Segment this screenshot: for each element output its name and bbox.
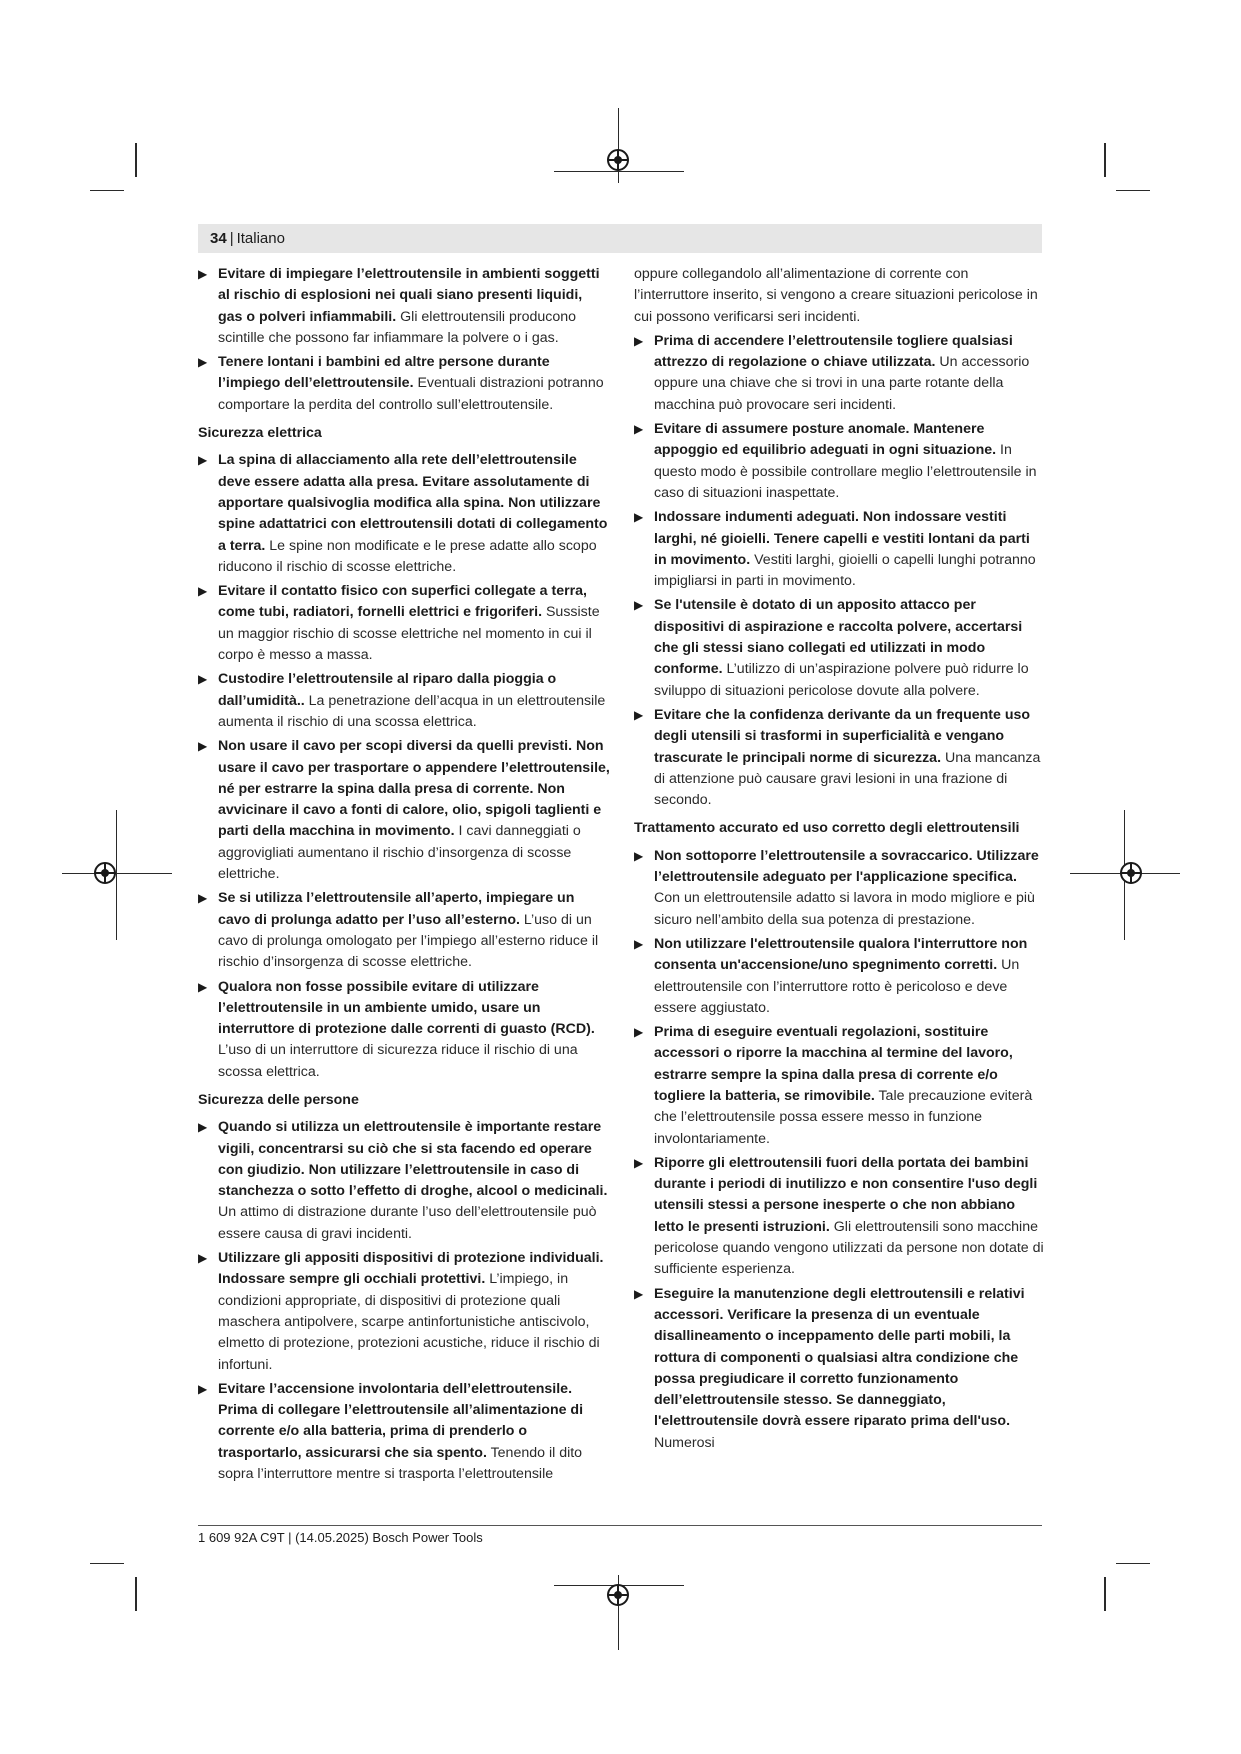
crop-mark bbox=[1104, 143, 1106, 177]
safety-explanation: I cavi danneggiati o aggrovigliati aumentano il rischio d’insorgenza di scosse elettriche. bbox=[218, 823, 581, 883]
continued-paragraph: oppure collegandolo all’alimentazione di corrente con l’interruttore inserito, si vengono a creare situazioni pericolose in cui possono verificarsi seri incidenti. bbox=[634, 266, 1038, 325]
bullet-arrow-icon: ▶ bbox=[634, 1025, 644, 1040]
bullet-arrow-icon: ▶ bbox=[634, 1155, 644, 1170]
section-heading: Trattamento accurato ed uso corretto degli elettroutensili bbox=[634, 820, 1020, 837]
safety-item bbox=[198, 888, 610, 973]
safety-explanation: Gli elettroutensili producono scintille che possono far infiammare la polvere o i gas. bbox=[218, 308, 577, 346]
safety-instruction: Utilizzare gli appositi dispositivi di protezione individuali. Indossare sempre gli occhiali protettivi. bbox=[218, 1250, 604, 1288]
safety-explanation: Le spine non modificate e le prese adatte allo scopo riducono il rischio di scosse elettriche. bbox=[218, 537, 597, 575]
safety-explanation: Sussiste un maggior rischio di scosse elettriche nel momento in cui il corpo è messo a massa. bbox=[218, 604, 600, 664]
safety-instruction: Evitare l’accensione involontaria dell’elettroutensile. Prima di collegare l’elettroutensile all’alimentazione di corrente e/o alla batteria, prima di prenderlo o trasportarlo, assicurarsi che sia spento. bbox=[218, 1380, 584, 1461]
registration-line bbox=[554, 171, 684, 172]
bullet-arrow-icon: ▶ bbox=[634, 510, 644, 525]
safety-instruction: Non usare il cavo per scopi diversi da quelli previsti. Non usare il cavo per trasportare o appendere l’elettroutensile, né per estrarre la spina dalla presa di corrente. Non avvicinare il cavo a fonti di calore, olio, spigoli taglienti e parti della macchina in movimento. bbox=[218, 738, 610, 840]
safety-item bbox=[634, 1153, 1046, 1281]
safety-item bbox=[634, 705, 1046, 811]
safety-explanation: Vestiti larghi, gioielli o capelli lunghi potranno impigliarsi in parti in movimento. bbox=[654, 551, 1036, 590]
safety-item bbox=[198, 450, 610, 578]
bullet-arrow-icon: ▶ bbox=[634, 1286, 644, 1301]
safety-instruction: Evitare di impiegare l’elettroutensile in ambienti soggetti al rischio di esplosioni nei quali siano presenti liquidi, gas o polveri infiammabili. bbox=[218, 266, 600, 325]
page-header bbox=[198, 224, 1042, 253]
safety-instruction: Eseguire la manutenzione degli elettroutensili e relativi accessori. Verificare la presenza di un eventuale disallineamento o inceppamento delle parti mobili, la rottura di componenti o qualsiasi altra condizione che possa pregiudicare il corretto funzionamento dell’elettroutensile stesso. Se danneggiato, l'elettroutensile dovrà essere riparato prima dell'uso. bbox=[654, 1285, 1025, 1430]
right-column bbox=[634, 264, 1046, 1457]
bullet-arrow-icon: ▶ bbox=[198, 1381, 208, 1396]
bullet-arrow-icon: ▶ bbox=[198, 891, 208, 906]
safety-explanation: Un attimo di distrazione durante l’uso dell’elettroutensile può essere causa di gravi incidenti. bbox=[218, 1204, 597, 1242]
safety-item bbox=[198, 669, 610, 733]
safety-item bbox=[634, 595, 1046, 701]
registration-target-icon bbox=[607, 149, 629, 171]
safety-item bbox=[634, 331, 1046, 416]
crop-mark bbox=[135, 1577, 137, 1611]
safety-instruction: Evitare di assumere posture anomale. Mantenere appoggio ed equilibrio adeguati in ogni situazione. bbox=[654, 421, 997, 459]
bullet-arrow-icon: ▶ bbox=[198, 355, 208, 370]
safety-instruction: Quando si utilizza un elettroutensile è importante restare vigili, concentrarsi su ciò che si sta facendo ed operare con giudizio. Non utilizzare l’elettroutensile in caso di stanchezza o sotto l’effetto di droghe, alcool o medicinali. bbox=[218, 1119, 608, 1200]
safety-explanation: L’uso di un interruttore di sicurezza riduce il rischio di una scossa elettrica. bbox=[218, 1042, 578, 1080]
header-separator: | bbox=[229, 230, 234, 247]
safety-instruction: Evitare il contatto fisico con superfici collegate a terra, come tubi, radiatori, fornelli elettrici e frigoriferi. bbox=[218, 583, 587, 621]
safety-item bbox=[198, 977, 610, 1083]
safety-explanation: Numerosi bbox=[654, 1434, 715, 1451]
safety-explanation: Tale precauzione eviterà che l’elettroutensile possa essere messo in funzione involontariamente. bbox=[654, 1087, 1033, 1147]
safety-instruction: Evitare che la confidenza derivante da un frequente uso degli utensili si trasformi in superficialità e vengano trascurate le principali norme di sicurezza. bbox=[654, 706, 1031, 766]
safety-explanation: Una mancanza di attenzione può causare gravi lesioni in una frazione di secondo. bbox=[654, 749, 1041, 809]
crop-mark bbox=[90, 1563, 124, 1564]
crop-mark bbox=[1116, 190, 1150, 191]
safety-instruction: Prima di accendere l’elettroutensile togliere qualsiasi attrezzo di regolazione o chiave utilizzata. bbox=[654, 332, 1013, 371]
safety-instruction: La spina di allacciamento alla rete dell’elettroutensile deve essere adatta alla presa. Evitare assolutamente di apportare qualsivoglia modifica alla spina. Non utilizzare spine adattatrici con elettroutensili dotati di collegamento a terra. bbox=[218, 452, 608, 554]
safety-item bbox=[198, 1379, 610, 1485]
header-language: Italiano bbox=[236, 230, 285, 247]
safety-item bbox=[198, 1117, 610, 1245]
bullet-arrow-icon: ▶ bbox=[634, 333, 644, 348]
footer-divider bbox=[198, 1525, 1042, 1526]
safety-explanation: Tenendo il dito sopra l’interruttore mentre si trasporta l’elettroutensile bbox=[218, 1444, 583, 1483]
safety-explanation: L’impiego, in condizioni appropriate, di dispositivi di protezione quali maschera antipolvere, scarpe antinfortunistiche antiscivolo, elmetto di protezione, protezioni acustiche, riduce il rischio di infortuni. bbox=[218, 1271, 600, 1373]
safety-instruction: Se si utilizza l’elettroutensile all’aperto, impiegare un cavo di prolunga adatto per l’uso all’esterno. bbox=[218, 890, 575, 928]
registration-line bbox=[62, 873, 172, 874]
bullet-arrow-icon: ▶ bbox=[198, 453, 208, 468]
safety-explanation: La penetrazione dell’acqua in un elettroutensile aumenta il rischio di una scossa elettrica. bbox=[218, 692, 606, 730]
safety-item bbox=[198, 736, 610, 885]
safety-item bbox=[198, 581, 610, 666]
safety-explanation: L’utilizzo di un’aspirazione polvere può ridurre lo sviluppo di situazioni pericolose dovute alla polvere. bbox=[654, 661, 1029, 699]
bullet-arrow-icon: ▶ bbox=[198, 1251, 208, 1266]
safety-item bbox=[634, 1284, 1046, 1454]
safety-explanation: Eventuali distrazioni potranno comportare la perdita del controllo sull’elettroutensile. bbox=[218, 375, 604, 413]
bullet-arrow-icon: ▶ bbox=[198, 979, 208, 994]
safety-instruction: Tenere lontani i bambini ed altre persone durante l’impiego dell’elettroutensile. bbox=[218, 354, 550, 392]
crop-mark bbox=[90, 190, 124, 191]
registration-target-icon bbox=[1120, 862, 1142, 884]
safety-item bbox=[634, 846, 1046, 931]
safety-instruction: Non sottoporre l’elettroutensile a sovraccarico. Utilizzare l’elettroutensile adeguato per l'applicazione specifica. bbox=[654, 847, 1039, 886]
page-number: 34 bbox=[210, 230, 227, 247]
bullet-arrow-icon: ▶ bbox=[634, 848, 644, 863]
safety-item bbox=[198, 352, 610, 416]
page-footer: 1 609 92A C9T | (14.05.2025) Bosch Power Tools bbox=[198, 1530, 483, 1545]
safety-instruction: Prima di eseguire eventuali regolazioni, sostituire accessori o riporre la macchina al termine del lavoro, estrarre sempre la spina dalla presa di corrente e/o togliere la batteria, se rimovibile. bbox=[654, 1024, 1013, 1104]
registration-line bbox=[116, 810, 117, 940]
section-heading: Sicurezza delle persone bbox=[198, 1091, 359, 1108]
safety-instruction: Custodire l’elettroutensile al riparo dalla pioggia o dall’umidità.. bbox=[218, 671, 557, 709]
safety-instruction: Qualora non fosse possibile evitare di utilizzare l’elettroutensile in un ambiente umido, usare un interruttore di protezione dalle correnti di guasto (RCD). bbox=[218, 978, 595, 1038]
registration-target-icon bbox=[607, 1584, 629, 1606]
safety-instruction: Indossare indumenti adeguati. Non indossare vestiti larghi, né gioielli. Tenere capelli e vestiti lontani da parti in movimento. bbox=[654, 509, 1030, 568]
safety-item bbox=[634, 934, 1046, 1019]
safety-item bbox=[634, 1022, 1046, 1150]
safety-explanation: Un elettroutensile con l’interruttore rotto è pericoloso e deve essere aggiustato. bbox=[654, 957, 1020, 1016]
safety-explanation: L’uso di un cavo di prolunga omologato per l’impiego all’esterno riduce il rischio d’insorgenza di scosse elettriche. bbox=[218, 911, 599, 971]
bullet-arrow-icon: ▶ bbox=[198, 584, 208, 599]
safety-item bbox=[634, 419, 1046, 504]
bullet-arrow-icon: ▶ bbox=[198, 672, 208, 687]
safety-explanation: Un accessorio oppure una chiave che si trovi in una parte rotante della macchina può provocare seri incidenti. bbox=[654, 354, 1030, 413]
bullet-arrow-icon: ▶ bbox=[634, 598, 644, 613]
safety-explanation: Con un elettroutensile adatto si lavora in modo migliore e più sicuro nell’ambito della sua potenza di prestazione. bbox=[654, 890, 1035, 928]
safety-item bbox=[634, 507, 1046, 592]
safety-item bbox=[198, 264, 610, 349]
bullet-arrow-icon: ▶ bbox=[634, 936, 644, 951]
safety-item bbox=[198, 1248, 610, 1376]
bullet-arrow-icon: ▶ bbox=[198, 739, 208, 754]
safety-explanation: In questo modo è possibile controllare meglio l’elettroutensile in caso di situazioni inaspettate. bbox=[654, 442, 1037, 501]
registration-target-icon bbox=[94, 862, 116, 884]
bullet-arrow-icon: ▶ bbox=[198, 267, 208, 281]
crop-mark bbox=[135, 143, 137, 177]
section-heading: Sicurezza elettrica bbox=[198, 425, 322, 442]
left-column bbox=[198, 264, 610, 1488]
safety-instruction: Riporre gli elettroutensili fuori della portata dei bambini durante i periodi di inutilizzo e non consentire l'uso degli utensili stessi a persone inesperte o che non abbiano letto le presenti istruzioni. bbox=[654, 1154, 1038, 1235]
safety-instruction: Non utilizzare l'elettroutensile qualora l'interruttore non consenta un'accensione/uno spegnimento corretti. bbox=[654, 935, 1028, 974]
bullet-arrow-icon: ▶ bbox=[634, 422, 644, 437]
bullet-arrow-icon: ▶ bbox=[198, 1120, 208, 1135]
crop-mark bbox=[1116, 1563, 1150, 1564]
bullet-arrow-icon: ▶ bbox=[634, 707, 644, 722]
crop-mark bbox=[1104, 1577, 1106, 1611]
safety-instruction: Se l'utensile è dotato di un apposito attacco per dispositivi di aspirazione e raccolta polvere, accertarsi che gli stessi siano collegati ed utilizzati in modo conforme. bbox=[654, 597, 1023, 678]
safety-explanation: Gli elettroutensili sono macchine pericolose quando vengono utilizzati da persone non dotate di sufficiente esperienza. bbox=[654, 1218, 1044, 1278]
